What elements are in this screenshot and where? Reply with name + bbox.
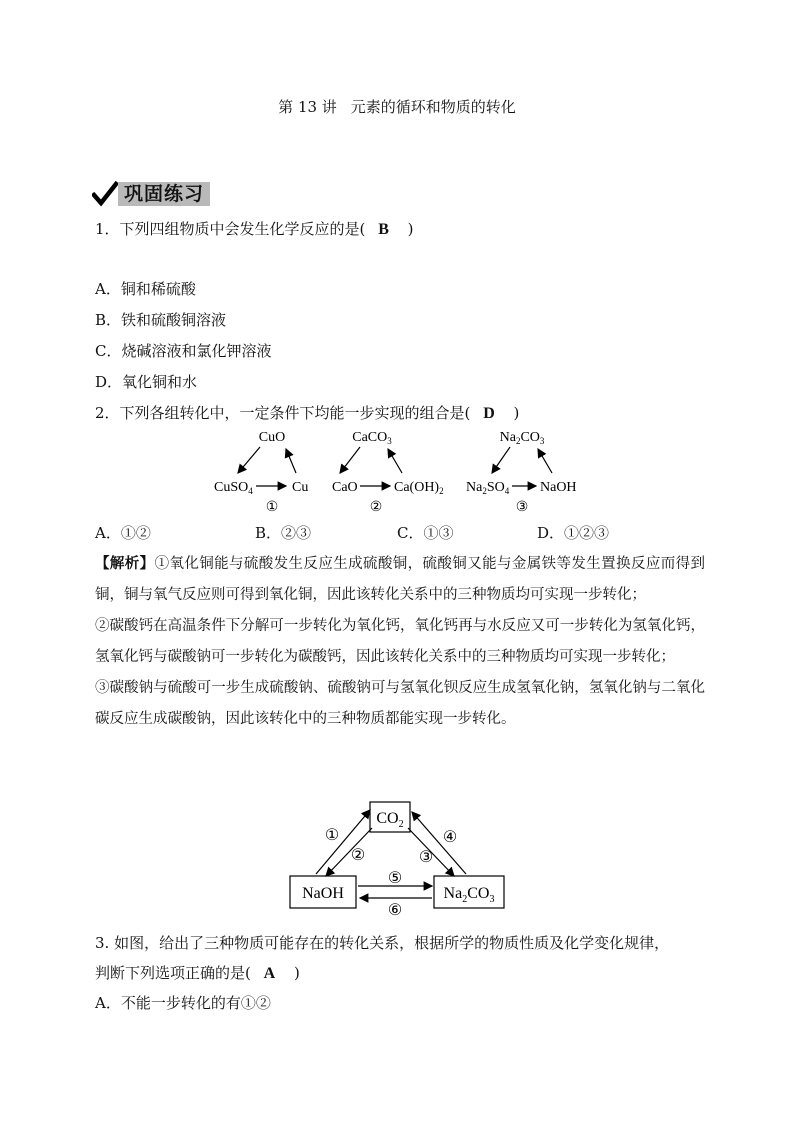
q3-stem-line-1: 3. 如图，给出了三种物质可能存在的转化关系，根据所学的物质性质及化学变化规律，	[95, 934, 670, 952]
q2-conversion-diagram	[200, 425, 600, 515]
label-5: ⑤	[387, 870, 403, 887]
q2-options	[95, 522, 695, 544]
naoh-label: NaOH	[302, 885, 344, 902]
q1-option-d: D．氧化铜和水	[95, 373, 198, 391]
q2-stem	[95, 402, 519, 423]
q2-stem-text: 2．下列各组转化中，一定条件下均能一步实现的组合是(	[95, 404, 471, 422]
g3-left: $Na_2SO_4$	[466, 480, 510, 496]
page-title	[0, 96, 794, 117]
section-label: 巩固练习	[118, 182, 210, 206]
lecture-number: 第 13 讲	[278, 98, 337, 116]
label-2: ②	[350, 847, 366, 864]
label-1: ①	[324, 827, 340, 844]
q2-answer: D	[483, 405, 495, 422]
label-3: ③	[418, 849, 434, 866]
g2-top: CaCO$_3$	[352, 430, 392, 446]
checkmark-icon	[92, 181, 118, 207]
g2-number: ②	[369, 500, 383, 515]
analysis-text-1: ①氧化铜能与硫酸发生反应生成硫酸铜，硫酸铜又能与金属铁等发生置换反应而得到铜，铜与氧气反应则可得到氧化铜，因此该转化关系中的三种物质均可实现一步转化；	[95, 556, 706, 603]
analysis-tag: 【解析】	[95, 555, 155, 572]
q2-option-a: A．①②	[95, 524, 151, 542]
q3-answer: A	[263, 965, 276, 982]
g3-right: NaOH	[540, 480, 577, 495]
q2-analysis	[95, 548, 705, 735]
analysis-paragraph-3: ③碳酸钠与硫酸可一步生成硫酸钠、硫酸钠可与氢氧化钡反应生成氢氧化钠，氢氧化钠与二氧化碳反应生成碳酸钠，因此该转化中的三种物质都能实现一步转化。	[95, 680, 705, 727]
q2-option-b: B．②③	[255, 524, 312, 542]
section-header	[92, 181, 210, 207]
q2-stem-close: )	[513, 404, 520, 422]
g1-right: Cu	[292, 480, 309, 495]
q3-option-a: A．不能一步转化的有①②	[95, 994, 271, 1012]
q2-option-c: C．①③	[397, 524, 454, 542]
conversion-triangle-diagram	[280, 796, 520, 916]
g1-number: ①	[265, 500, 279, 515]
q1-answer: B	[378, 221, 389, 238]
q1-option-b: B．铁和硫酸铜溶液	[95, 311, 227, 329]
g3-number: ③	[515, 500, 529, 515]
analysis-paragraph-1	[95, 548, 705, 611]
group-2	[332, 430, 444, 515]
g1-top: CuO	[258, 430, 286, 445]
na2co3-label: $Na_2CO_3$	[443, 885, 495, 905]
analysis-paragraph-2: ②碳酸钙在高温条件下分解可一步转化为氧化钙，氧化钙再与水反应又可一步转化为氢氧化钙，氢氧化钙与碳酸钠可一步转化为碳酸钙，因此该转化关系中的三种物质均可实现一步转化；	[95, 618, 705, 665]
q3-stem-text: 判断下列选项正确的是(	[95, 964, 251, 982]
group-1	[214, 430, 308, 515]
q3-stem-line-2	[95, 962, 300, 983]
q3-stem-close: )	[293, 964, 300, 982]
q1-stem-close: )	[407, 220, 414, 238]
q1-stem	[95, 218, 414, 239]
lecture-topic: 元素的循环和物质的转化	[350, 98, 516, 116]
g3-top: $Na_2CO_3$	[499, 430, 545, 446]
q1-stem-text: 1．下列四组物质中会发生化学反应的是(	[95, 220, 366, 238]
g2-right: $Ca(OH)_2$	[394, 480, 444, 496]
label-6: ⑥	[387, 902, 403, 916]
q1-option-c: C．烧碱溶液和氯化钾溶液	[95, 342, 272, 360]
group-3	[466, 430, 577, 515]
co2-label: $CO_2$	[376, 810, 404, 830]
label-4: ④	[442, 829, 458, 846]
g2-left: CaO	[332, 480, 358, 495]
g1-left: CuSO$_4$	[214, 480, 253, 496]
q2-option-d: D．①②③	[537, 524, 610, 542]
q1-option-a: A．铜和稀硫酸	[95, 280, 196, 298]
